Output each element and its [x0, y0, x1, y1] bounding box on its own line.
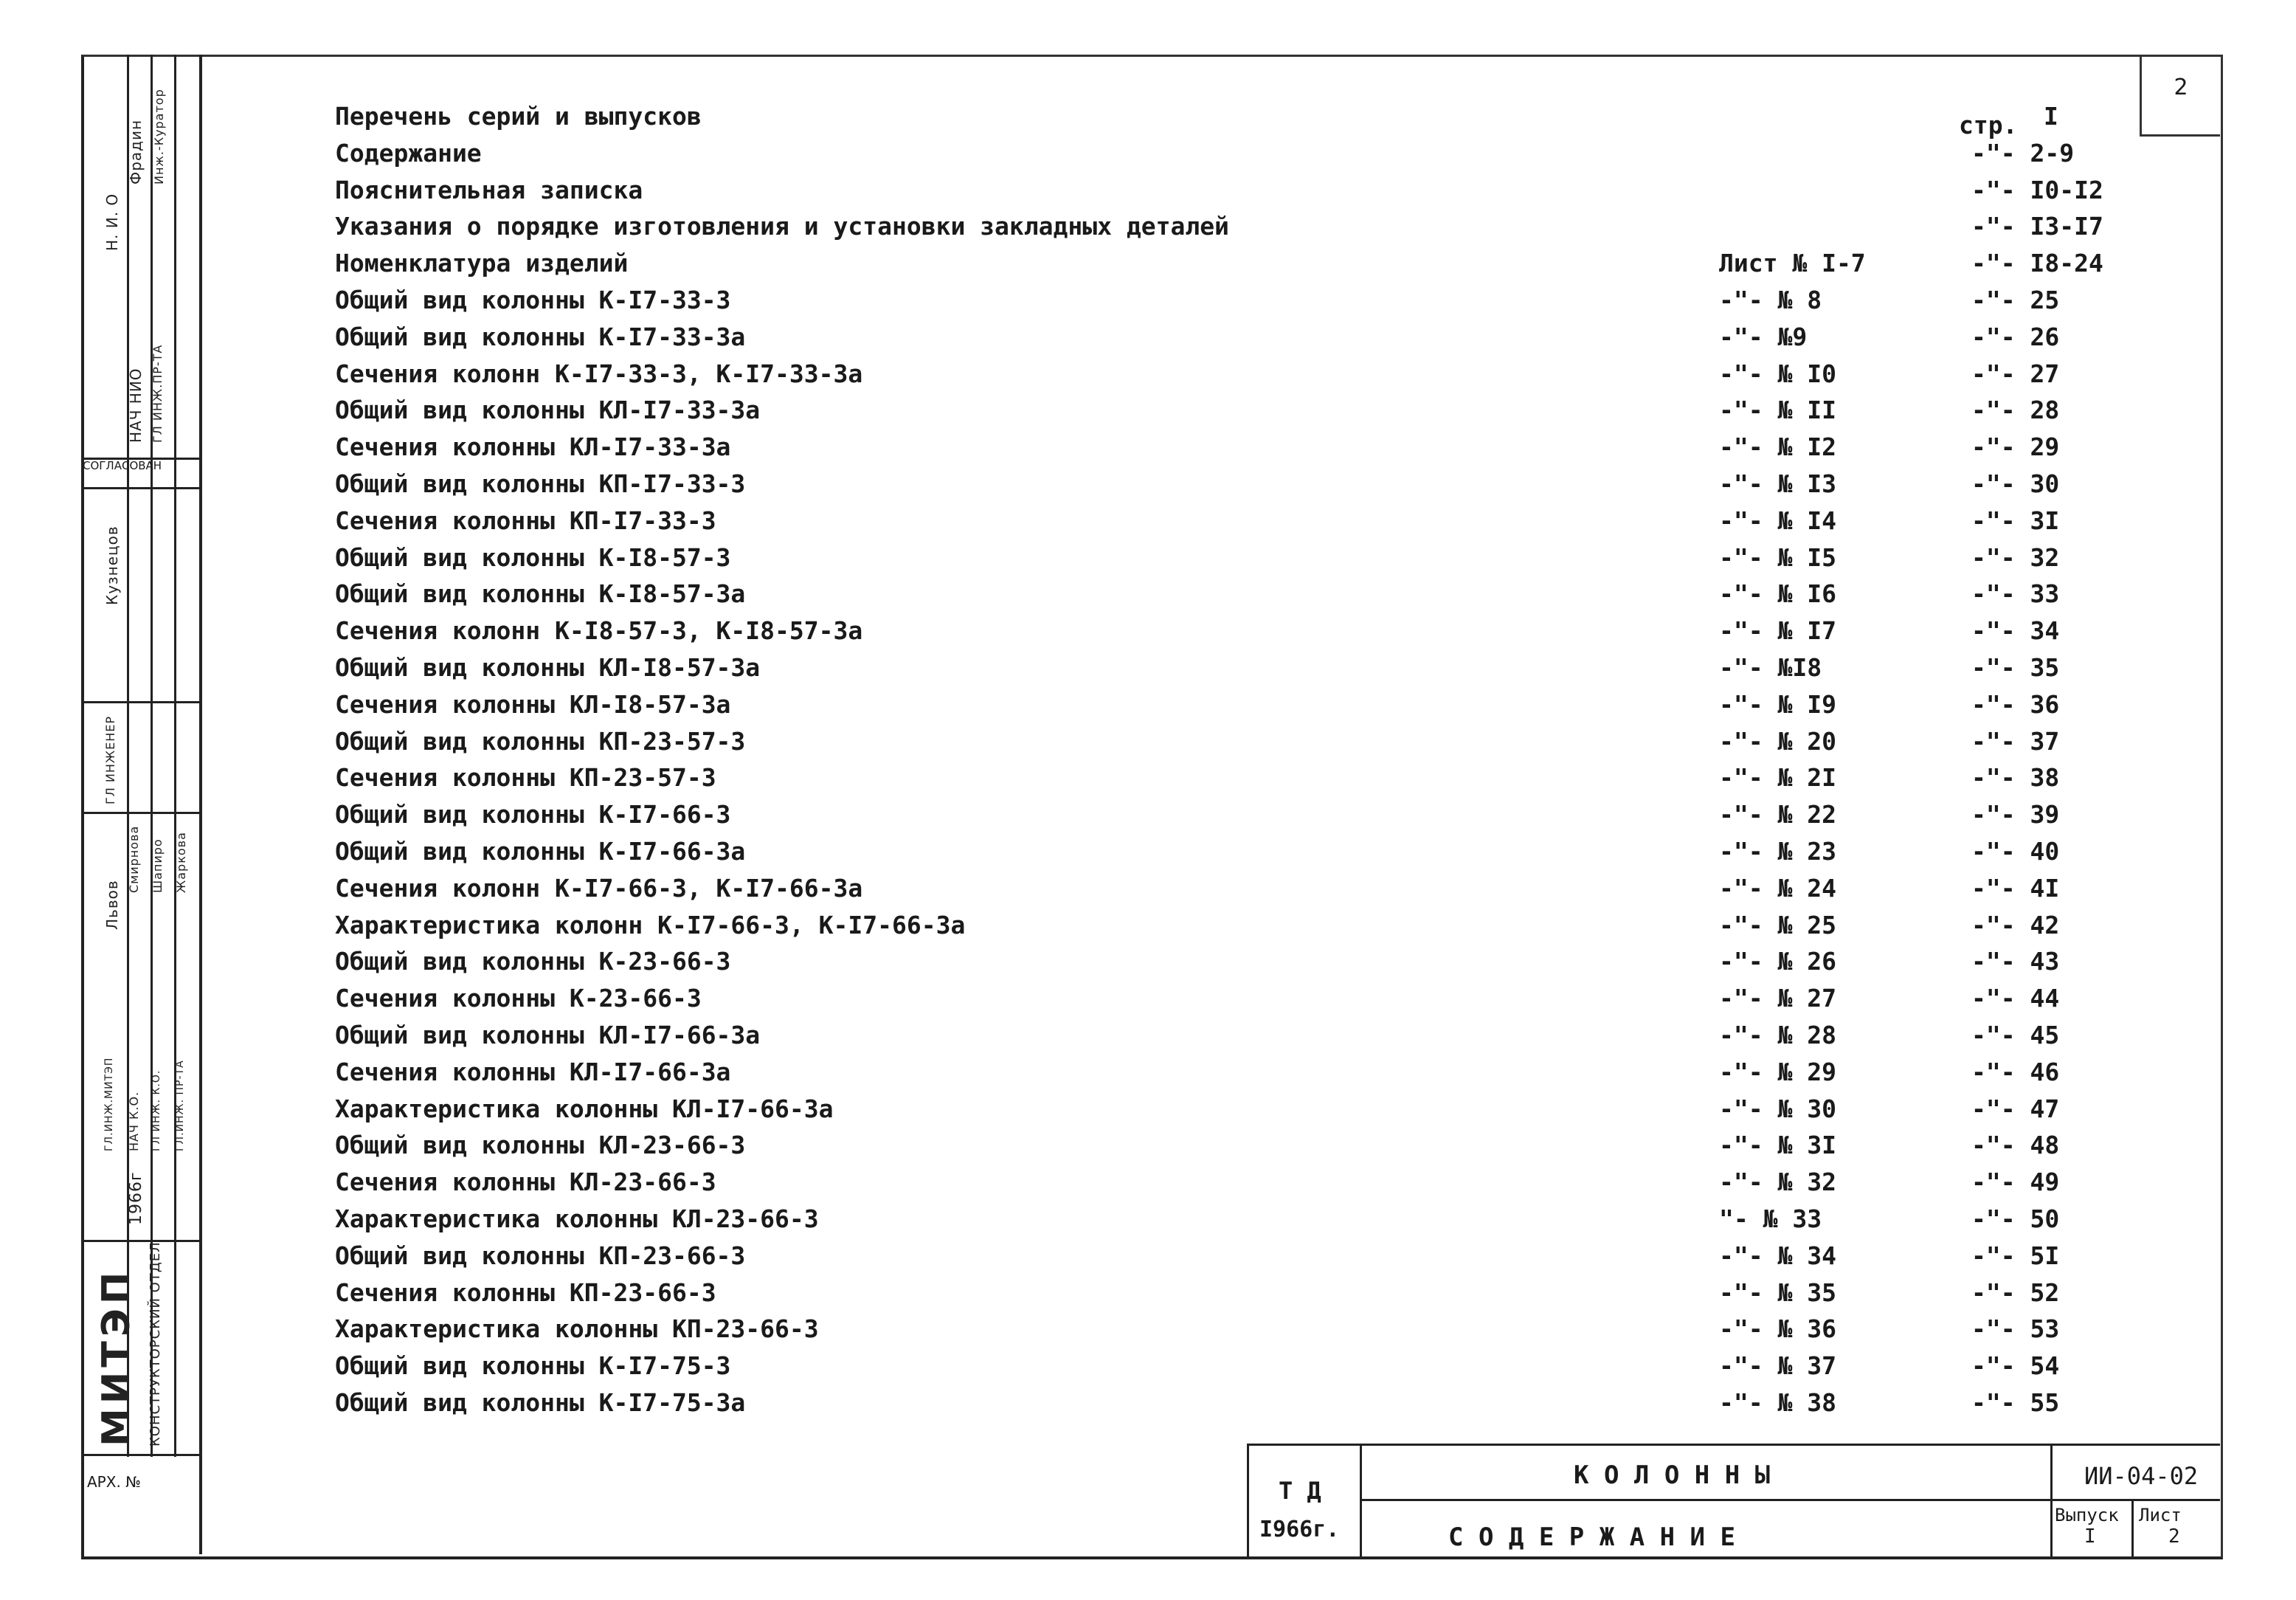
stamp-approval-3: ГЛ ИНЖ.ПР-ТА — [151, 344, 165, 443]
archive-label: АРХ. № — [87, 1473, 141, 1491]
row-page-ref: -"- 37 — [1971, 726, 2060, 756]
contents-row — [0, 653, 2213, 689]
row-sheet-ref: -"- № 37 — [1719, 1351, 1836, 1381]
row-page-ref: -"- 5I — [1971, 1241, 2060, 1270]
contents-row — [0, 396, 2213, 431]
contents-row — [0, 249, 2213, 284]
row-title: Характеристика колонны КЛ-I7-66-3а — [335, 1094, 834, 1123]
row-title: Перечень серий и выпусков — [335, 102, 702, 131]
contents-row — [0, 800, 2213, 835]
row-title: Пояснительная записка — [335, 175, 643, 204]
row-page-ref: -"- 38 — [1971, 763, 2060, 793]
tb-td: Т Д — [1279, 1477, 1321, 1505]
row-title: Общий вид колонны К-I7-66-3а — [335, 837, 746, 866]
row-sheet-ref: -"- № 8 — [1719, 286, 1822, 314]
row-sheet-ref: -"- № II — [1719, 396, 1836, 425]
row-page-ref: -"- I3-I7 — [1971, 212, 2103, 241]
row-page-ref: -"- 4I — [1971, 873, 2060, 903]
row-sheet-ref: -"- № 2I — [1719, 763, 1836, 793]
page-number: 2 — [2140, 55, 2220, 137]
contents-row — [0, 1351, 2213, 1387]
row-title: Общий вид колонны К-I7-75-3а — [335, 1388, 746, 1417]
stamp-dept: КОНСТРУКТОРСКИЙ ОТДЕЛ — [148, 1241, 163, 1446]
row-page-ref: -"- I8-24 — [1971, 249, 2103, 278]
contents-row — [0, 1058, 2213, 1093]
title-block — [1247, 1444, 2220, 1556]
contents-row — [0, 1314, 2213, 1350]
stamp-agreed-label: СОГЛАСОВАН — [83, 459, 162, 472]
row-sheet-ref: -"- № 29 — [1719, 1057, 1836, 1086]
row-title: Общий вид колонны К-I8-57-3 — [335, 542, 731, 572]
row-sheet-ref: -"- № 26 — [1719, 947, 1836, 976]
row-title: Общий вид колонны КЛ-I8-57-3а — [335, 653, 761, 682]
stamp-role-4: ГЛ.ИНЖ. ПР-ТА — [174, 1060, 186, 1151]
row-sheet-ref: -"- № 3I — [1719, 1131, 1836, 1160]
contents-row — [0, 837, 2213, 872]
contents-row — [0, 543, 2213, 579]
row-title: Общий вид колонны К-I7-75-3 — [335, 1351, 731, 1381]
row-page-ref: -"- 27 — [1971, 359, 2060, 388]
row-page-ref: -"- 45 — [1971, 1021, 2060, 1049]
row-title: Сечения колонн К-I7-33-3, К-I7-33-3а — [335, 359, 863, 388]
tb-code: ИИ-04-02 — [2084, 1462, 2199, 1490]
contents-row — [0, 286, 2213, 321]
row-title: Номенклатура изделий — [335, 249, 629, 278]
row-page-ref: -"- 26 — [1971, 322, 2060, 351]
stamp-agreed-name-1: Кузнецов — [103, 525, 121, 605]
row-page-ref: -"- 55 — [1971, 1388, 2060, 1417]
row-title: Характеристика колонны КП-23-66-3 — [335, 1314, 819, 1344]
row-page-ref: -"- 54 — [1971, 1351, 2060, 1381]
row-title: Сечения колонны КП-23-66-3 — [335, 1277, 716, 1307]
stamp-role-3: ГЛ ИНЖ. К.О. — [151, 1069, 162, 1151]
contents-row — [0, 984, 2213, 1019]
row-title: Сечения колонны КЛ-I7-33-3а — [335, 432, 731, 462]
row-title: Указания о порядке изготовления и установки закладных деталей — [335, 212, 1229, 241]
tb-sheet-label: Лист — [2139, 1505, 2182, 1525]
row-sheet-ref: -"- № 22 — [1719, 800, 1836, 830]
contents-row — [0, 1021, 2213, 1056]
row-sheet-ref: -"- № 23 — [1719, 837, 1836, 866]
contents-row — [0, 1204, 2213, 1240]
row-title: Содержание — [335, 138, 482, 168]
contents-row — [0, 432, 2213, 468]
row-sheet-ref: -"- № 24 — [1719, 873, 1836, 903]
stamp-signer-4: Жаркова — [174, 832, 188, 893]
row-sheet-ref: -"- № 34 — [1719, 1241, 1836, 1270]
row-sheet-ref: -"- №9 — [1719, 322, 1808, 351]
row-sheet-ref: -"- № I4 — [1719, 506, 1836, 535]
contents-row — [0, 323, 2213, 358]
row-sheet-ref: -"- № I2 — [1719, 432, 1836, 462]
tb-issue-label: Выпуск — [2055, 1505, 2119, 1525]
row-sheet-ref: -"- № 32 — [1719, 1168, 1836, 1197]
row-title: Общий вид колонны КП-23-57-3 — [335, 726, 746, 756]
row-title: Сечения колонны К-23-66-3 — [335, 984, 702, 1013]
row-title: Общий вид колонны К-23-66-3 — [335, 947, 731, 976]
row-sheet-ref: -"- № I6 — [1719, 579, 1836, 609]
row-sheet-ref: -"- № 38 — [1719, 1388, 1836, 1417]
row-sheet-ref: -"- № 25 — [1719, 910, 1836, 939]
row-page-ref: -"- 30 — [1971, 469, 2060, 498]
stamp-signer-1: Львов — [103, 880, 121, 930]
stamp-approval-2: НАЧ НИО — [127, 368, 145, 443]
contents-row — [0, 690, 2213, 725]
stamp-role-2: НАЧ К.О. — [127, 1091, 141, 1151]
row-sheet-ref: -"- № 30 — [1719, 1094, 1836, 1123]
row-title: Общий вид колонны КЛ-23-66-3 — [335, 1131, 746, 1160]
contents-row — [0, 1388, 2213, 1424]
row-page-ref: -"- 49 — [1971, 1168, 2060, 1197]
contents-row — [0, 102, 2213, 137]
row-page-ref: -"- 28 — [1971, 396, 2060, 425]
row-title: Сечения колонны КЛ-I7-66-3а — [335, 1057, 731, 1086]
row-title: Характеристика колонн К-I7-66-3, К-I7-66-3а — [335, 910, 966, 939]
row-page-ref: -"- 47 — [1971, 1094, 2060, 1123]
row-page-ref: -"- 53 — [1971, 1314, 2060, 1344]
row-title: Общий вид колонны КП-23-66-3 — [335, 1241, 746, 1270]
stamp-signer-3: Шапиро — [151, 838, 165, 893]
contents-row — [0, 1168, 2213, 1203]
row-sheet-ref: -"- № I9 — [1719, 689, 1836, 719]
row-page-ref: -"- 25 — [1971, 286, 2060, 314]
contents-row — [0, 469, 2213, 505]
tb-series: К О Л О Н Н Ы — [1574, 1461, 1771, 1490]
row-title: Сечения колонн К-I7-66-3, К-I7-66-3а — [335, 873, 863, 903]
contents-row — [0, 359, 2213, 395]
row-sheet-ref: -"- № 27 — [1719, 984, 1836, 1013]
row-title: Сечения колонны КП-I7-33-3 — [335, 506, 716, 535]
contents-row — [0, 1278, 2213, 1314]
row-sheet-ref: -"- № 35 — [1719, 1277, 1836, 1307]
row-page-ref: -"- 3I — [1971, 506, 2060, 535]
row-title: Общий вид колонны К-I7-33-3а — [335, 322, 746, 351]
row-page-ref: -"- 35 — [1971, 653, 2060, 682]
stamp-agreed-name-2: ГЛ ИНЖЕНЕР — [103, 715, 117, 804]
contents-row — [0, 727, 2213, 762]
row-page-ref: -"- 48 — [1971, 1131, 2060, 1160]
row-page-ref: -"- 33 — [1971, 579, 2060, 609]
row-sheet-ref: -"- № I3 — [1719, 469, 1836, 498]
row-title: Общий вид колонны КЛ-I7-33-3а — [335, 396, 761, 425]
row-title: Общий вид колонны КЛ-I7-66-3а — [335, 1021, 761, 1049]
row-page-ref: -"- 36 — [1971, 689, 2060, 719]
row-page-ref: -"- 29 — [1971, 432, 2060, 462]
stamp-approval-5: Инж.-Куратор — [152, 89, 166, 185]
contents-row — [0, 874, 2213, 909]
row-sheet-ref: -"- № 36 — [1719, 1314, 1836, 1344]
row-page-ref: -"- 52 — [1971, 1277, 2060, 1307]
contents-row — [0, 212, 2213, 247]
contents-row — [0, 1131, 2213, 1166]
row-sheet-ref: -"- № 20 — [1719, 726, 1836, 756]
stamp-role-1: ГЛ.ИНЖ.МИТЭП — [103, 1057, 115, 1151]
row-page-ref: -"- 42 — [1971, 910, 2060, 939]
row-title: Общий вид колонны КП-I7-33-3 — [335, 469, 746, 498]
contents-row — [0, 176, 2213, 211]
tb-issue: I — [2084, 1525, 2096, 1548]
row-page-ref: -"- 39 — [1971, 800, 2060, 830]
row-sheet-ref: -"- №I8 — [1719, 653, 1822, 682]
contents-row — [0, 911, 2213, 946]
row-title: Общий вид колонны К-I7-66-3 — [335, 800, 731, 830]
tb-doc: С О Д Е Р Ж А Н И Е — [1448, 1523, 1735, 1552]
row-title: Сечения колонн К-I8-57-3, К-I8-57-3а — [335, 616, 863, 646]
row-page-ref: -"- 43 — [1971, 947, 2060, 976]
row-page-ref: I — [2044, 102, 2058, 131]
contents-row — [0, 579, 2213, 615]
row-page-ref: -"- 50 — [1971, 1204, 2060, 1233]
row-page-ref: -"- 32 — [1971, 542, 2060, 572]
contents-row — [0, 616, 2213, 652]
tb-year: I966г. — [1259, 1517, 1340, 1542]
row-page-ref: -"- 40 — [1971, 837, 2060, 866]
row-title: Сечения колонны КЛ-23-66-3 — [335, 1168, 716, 1197]
row-title: Общий вид колонны К-I8-57-3а — [335, 579, 746, 609]
contents-row — [0, 1241, 2213, 1277]
row-title: Характеристика колонны КЛ-23-66-3 — [335, 1204, 819, 1233]
contents-row — [0, 139, 2213, 174]
row-page-ref: -"- 34 — [1971, 616, 2060, 646]
row-title: Общий вид колонны К-I7-33-3 — [335, 286, 731, 314]
stamp-date: 1966г — [127, 1171, 145, 1225]
page-column-label: стр. — [1959, 111, 2018, 139]
contents-row — [0, 947, 2213, 982]
row-title: Сечения колонны КЛ-I8-57-3а — [335, 689, 731, 719]
stamp-approval-1: Н. И. О — [103, 193, 121, 251]
contents-row — [0, 763, 2213, 799]
row-page-ref: -"- I0-I2 — [1971, 175, 2103, 204]
row-sheet-ref: -"- № I0 — [1719, 359, 1836, 388]
row-title: Сечения колонны КП-23-57-3 — [335, 763, 716, 793]
row-sheet-ref: -"- № 28 — [1719, 1021, 1836, 1049]
contents-row — [0, 506, 2213, 542]
row-sheet-ref: "- № 33 — [1719, 1204, 1822, 1233]
tb-sheet: 2 — [2168, 1525, 2180, 1548]
stamp-org: МИТЭП — [94, 1267, 139, 1446]
stamp-signer-2: Смирнова — [127, 825, 141, 893]
row-page-ref: -"- 44 — [1971, 984, 2060, 1013]
row-sheet-ref: -"- № I7 — [1719, 616, 1836, 646]
row-page-ref: -"- 2-9 — [1971, 138, 2075, 168]
row-sheet-ref: -"- № I5 — [1719, 542, 1836, 572]
row-sheet-ref: Лист № I-7 — [1719, 249, 1866, 278]
row-page-ref: -"- 46 — [1971, 1057, 2060, 1086]
contents-row — [0, 1094, 2213, 1130]
stamp-approval-4: Фрадин — [127, 119, 145, 185]
